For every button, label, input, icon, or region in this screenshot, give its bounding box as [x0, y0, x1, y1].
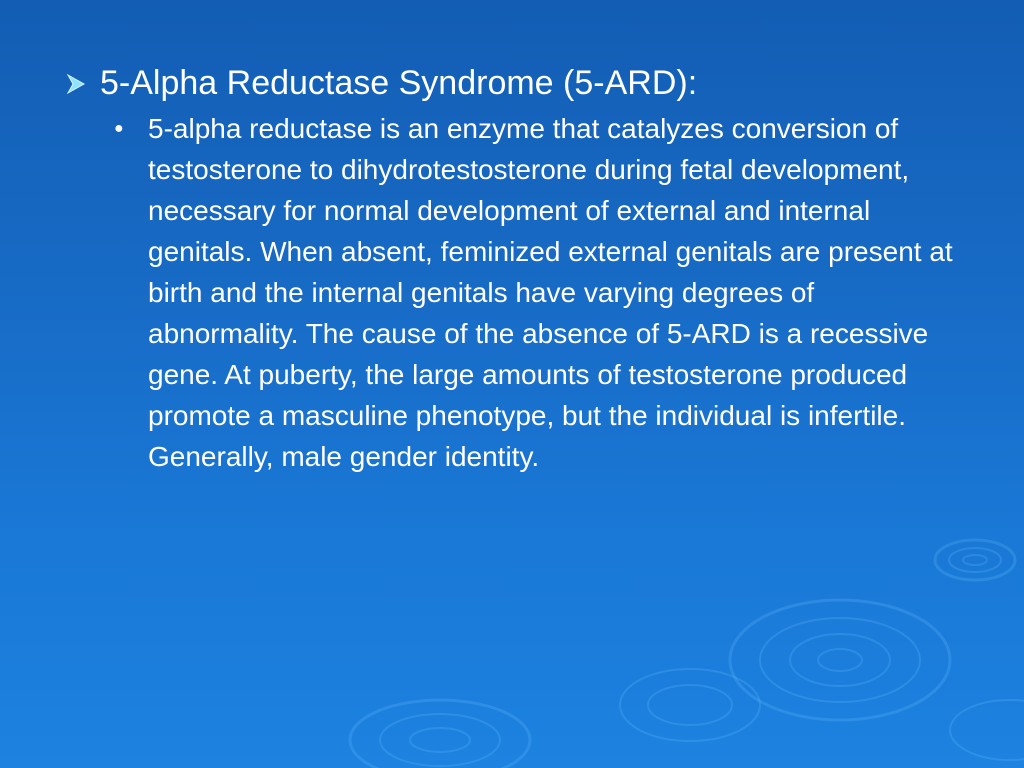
arrowhead-icon: [64, 72, 88, 96]
dot-bullet-icon: ●: [114, 120, 124, 137]
slide-heading: 5-Alpha Reductase Syndrome (5-ARD):: [100, 64, 698, 102]
bullet-body-text: 5-alpha reductase is an enzyme that catalyzes conversion of testosterone to dihydrotestosterone during fetal development, necessary for normal development of external and internal genitals. When absent, feminized external genitals are present at birth and the internal genitals have varying degrees of abnormality. The cause of the absence of 5-ARD is a recessive gene. At puberty, the large amounts of testosterone produced promote a masculine phenotype, but the individual is infertile. Generally, male gender identity.: [148, 113, 953, 472]
level1-bullet-item: [62, 62, 982, 104]
slide-content: [62, 62, 982, 477]
level2-bullet-item: [112, 108, 982, 477]
